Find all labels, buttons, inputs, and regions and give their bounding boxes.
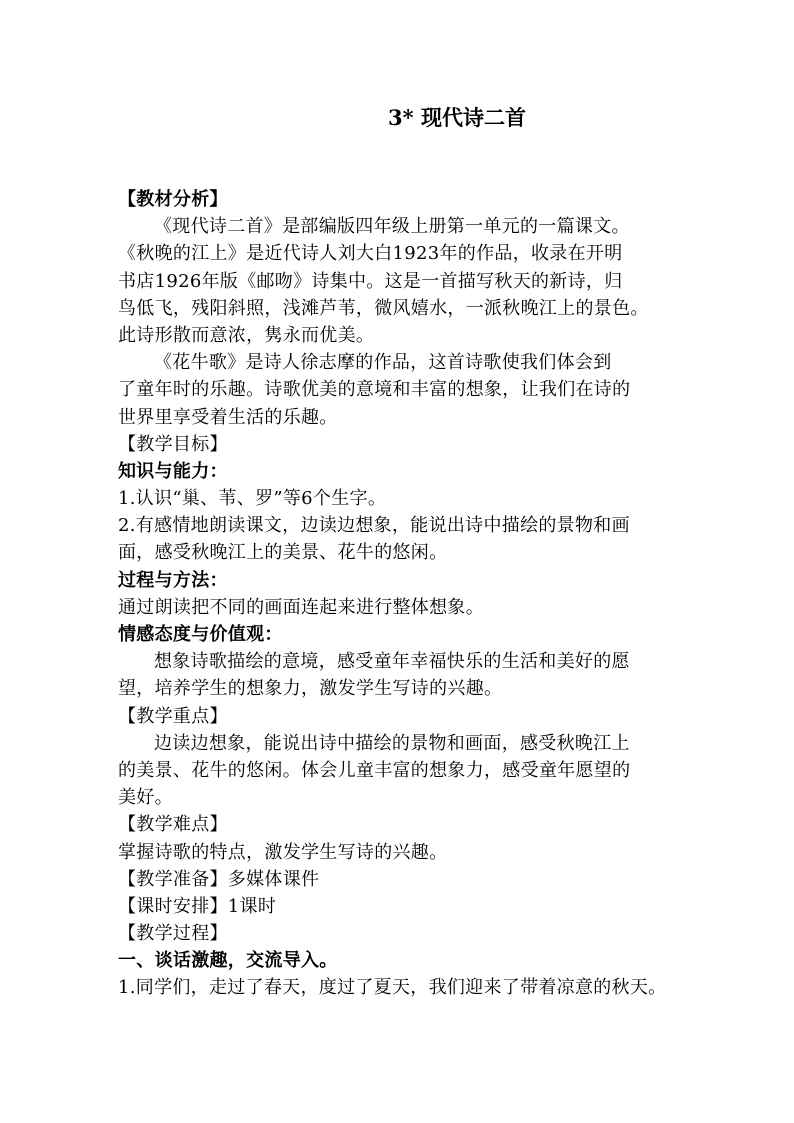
text-line: 想象诗歌描绘的意境，感受童年幸福快乐的生活和美好的愿 xyxy=(154,651,630,673)
text-line: 【课时安排】1课时 xyxy=(118,895,277,917)
text-line: 【教学准备】多媒体课件 xyxy=(118,868,320,890)
text-line: 【教材分析】 xyxy=(118,189,228,210)
text-line: 一、谈话激趣，交流导入。 xyxy=(118,950,338,972)
text-line: 情感态度与价值观： xyxy=(118,624,283,645)
text-line: 【教学过程】 xyxy=(118,923,228,945)
text-line: 世界里享受着生活的乐趣。 xyxy=(118,406,338,428)
text-line: 【教学重点】 xyxy=(118,705,228,727)
text-line: 【教学目标】 xyxy=(118,433,228,455)
text-line: 《现代诗二首》是部编版四年级上册第一单元的一篇课文。 xyxy=(154,216,630,238)
text-line: 《秋晚的江上》是近代诗人刘大白1923年的作品，收录在开明 xyxy=(118,243,623,265)
page-title: 3* 现代诗二首 xyxy=(388,105,526,130)
text-line: 此诗形散而意浓，隽永而优美。 xyxy=(118,324,375,346)
text-line: 通过朗读把不同的画面连起来进行整体想象。 xyxy=(118,596,484,618)
text-line: 书店1926年版《邮吻》诗集中。这是一首描写秋天的新诗，归 xyxy=(118,270,623,292)
text-line: 过程与方法： xyxy=(118,569,228,591)
text-line: 知识与能力： xyxy=(118,460,228,482)
text-line: 鸟低飞，残阳斜照，浅滩芦苇，微风嬉水，一派秋晚江上的景色。 xyxy=(118,297,649,319)
text-line: 2.有感情地朗读课文，边读边想象，能说出诗中描绘的景物和画 xyxy=(118,515,630,537)
text-line: 【教学难点】 xyxy=(118,814,228,836)
text-line: 望，培养学生的想象力，激发学生写诗的兴趣。 xyxy=(118,678,503,700)
text-line: 美好。 xyxy=(118,787,173,809)
text-line: 掌握诗歌的特点，激发学生写诗的兴趣。 xyxy=(118,841,448,863)
lesson-plan-body xyxy=(118,186,698,1002)
text-line: 1.同学们，走过了春天，度过了夏天，我们迎来了带着凉意的秋天。 xyxy=(118,977,667,999)
text-line: 1.认识“巢、苇、罗”等6个生字。 xyxy=(118,488,387,510)
text-line: 面，感受秋晚江上的美景、花牛的悠闲。 xyxy=(118,542,448,564)
text-line: 的美景、花牛的悠闲。体会儿童丰富的想象力，感受童年愿望的 xyxy=(118,759,631,781)
text-line: 边读边想象，能说出诗中描绘的景物和画面，感受秋晚江上 xyxy=(154,732,630,754)
text-line: 了童年时的乐趣。诗歌优美的意境和丰富的想象，让我们在诗的 xyxy=(118,379,631,401)
text-line: 《花牛歌》是诗人徐志摩的作品，这首诗歌使我们体会到 xyxy=(154,352,612,374)
